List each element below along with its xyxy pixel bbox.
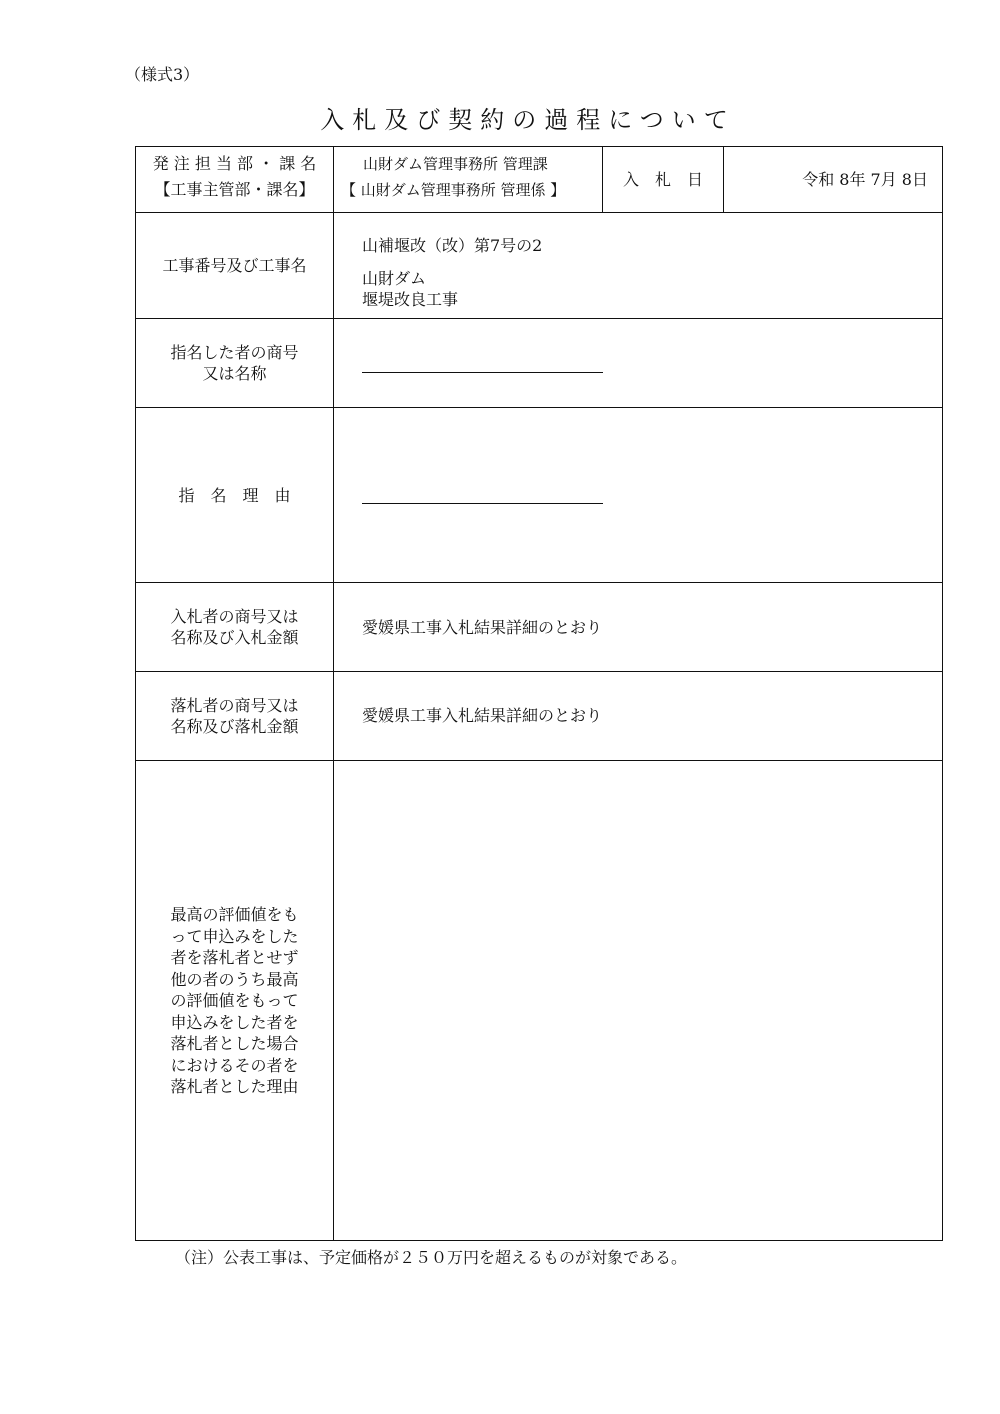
project-label: 工事番号及び工事名 [162,256,307,275]
project-name-line1: 山財ダム [362,269,427,288]
special-reason-line: 申込みをした者を [170,1012,299,1032]
special-reason-line: 者を落札者とせず [170,948,299,968]
winner-label-line1: 落札者の商号又は [170,696,299,715]
column-divider [333,147,334,1240]
dept-value-line1: 山財ダム管理事務所 管理課 [363,155,548,173]
reason-blank-line [362,503,603,504]
special-reason-line: 落札者とした場合 [170,1034,299,1054]
dept-value-line2: 【 山財ダム管理事務所 管理係 】 [341,181,566,199]
project-name-line2: 堰堤改良工事 [362,290,459,309]
project-value [362,235,922,310]
dept-label-line2: 【工事主管部・課名】 [154,180,315,199]
bid-date-value: 令和 8年 7月 8日 [802,170,928,189]
form-number: （様式3） [125,65,200,84]
winner-label-line2: 名称及び落札金額 [170,717,299,736]
project-number: 山補堰改（改）第7号の2 [362,236,543,255]
special-reason-label [136,761,333,1241]
reason-label: 指 名 理 由 [178,485,291,505]
nominee-label-line2: 又は名称 [202,364,267,383]
bidders-label [136,583,333,671]
winner-label [136,672,333,760]
bidders-value: 愛媛県工事入札結果詳細のとおり [362,618,603,637]
dept-label-line1: 発 注 担 当 部 ・ 課 名 [152,154,317,173]
page-title: 入札及び契約の過程について [320,106,736,134]
nominee-blank-line [362,372,603,373]
special-reason-line: におけるその者を [170,1055,299,1075]
bid-date-label: 入 札 日 [622,170,703,189]
special-reason-line: 他の者のうち最高 [170,969,299,989]
special-reason-line: 最高の評価値をも [170,905,299,925]
winner-value: 愛媛県工事入札結果詳細のとおり [362,706,603,725]
bidders-label-line2: 名称及び入札金額 [170,628,299,647]
dept-value-cell [341,154,603,210]
footnote: （注）公表工事は、予定価格が２５０万円を超えるものが対象である。 [175,1248,688,1267]
form-table [135,146,943,1241]
special-reason-line: 落札者とした理由 [170,1077,299,1097]
dept-label-cell [136,151,333,211]
bidders-label-line1: 入札者の商号又は [170,607,299,626]
special-reason-line: って申込みをした [170,926,299,946]
special-reason-line: の評価値をもって [170,991,299,1011]
nominee-label-line1: 指名した者の商号 [170,343,299,362]
nominee-label [136,319,333,407]
